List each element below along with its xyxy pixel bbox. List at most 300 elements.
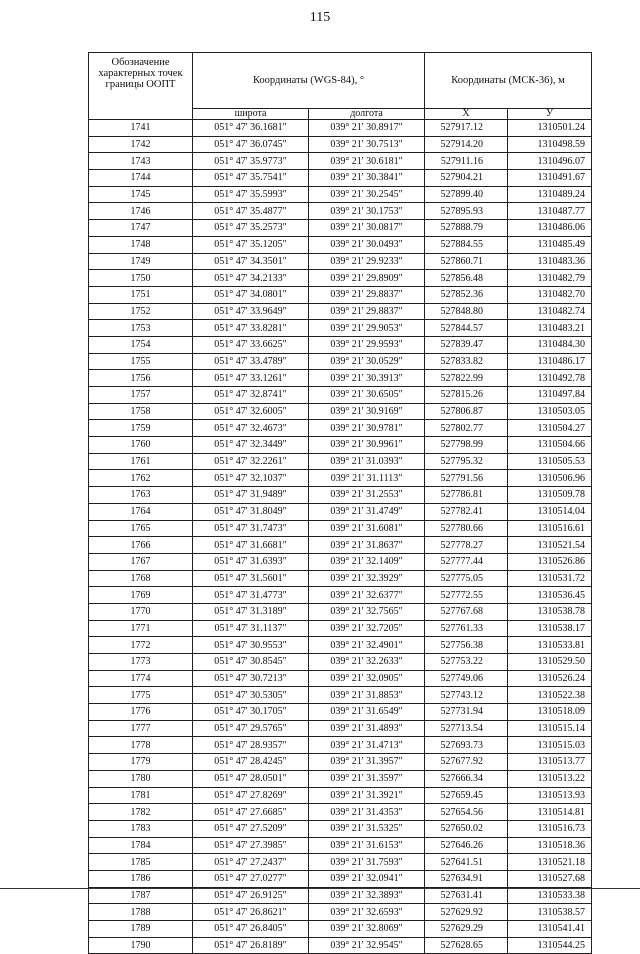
cell-point-number: 1750: [89, 270, 193, 287]
cell-point-number: 1786: [89, 870, 193, 887]
cell-point-number: 1752: [89, 303, 193, 320]
cell-x: 527634.91: [425, 870, 508, 887]
cell-y: 1310501.24: [508, 120, 592, 137]
cell-x: 527815.26: [425, 387, 508, 404]
cell-y: 1310522.38: [508, 687, 592, 704]
table-row: [89, 587, 592, 604]
cell-x: 527914.20: [425, 136, 508, 153]
table-row: [89, 820, 592, 837]
cell-longitude: 039° 21' 32.3893": [309, 887, 425, 904]
cell-point-number: 1783: [89, 820, 193, 837]
cell-latitude: 051° 47' 32.2261": [193, 453, 309, 470]
subheader-x: X: [425, 109, 508, 120]
cell-longitude: 039° 21' 31.1113": [309, 470, 425, 487]
cell-x: 527806.87: [425, 403, 508, 420]
cell-latitude: 051° 47' 26.9125": [193, 887, 309, 904]
table-row: [89, 937, 592, 954]
cell-point-number: 1742: [89, 136, 193, 153]
cell-point-number: 1789: [89, 921, 193, 938]
cell-point-number: 1763: [89, 487, 193, 504]
cell-longitude: 039° 21' 30.6181": [309, 153, 425, 170]
cell-latitude: 051° 47' 31.6681": [193, 537, 309, 554]
cell-y: 1310541.41: [508, 921, 592, 938]
coordinates-table: [88, 52, 592, 954]
cell-latitude: 051° 47' 27.8269": [193, 787, 309, 804]
cell-x: 527860.71: [425, 253, 508, 270]
cell-longitude: 039° 21' 32.1409": [309, 553, 425, 570]
cell-y: 1310486.17: [508, 353, 592, 370]
subheader-y: У: [508, 109, 592, 120]
cell-point-number: 1745: [89, 186, 193, 203]
cell-x: 527786.81: [425, 487, 508, 504]
cell-x: 527839.47: [425, 336, 508, 353]
table-row: [89, 336, 592, 353]
cell-y: 1310518.36: [508, 837, 592, 854]
cell-latitude: 051° 47' 31.8049": [193, 503, 309, 520]
cell-longitude: 039° 21' 30.3841": [309, 170, 425, 187]
cell-latitude: 051° 47' 31.6393": [193, 553, 309, 570]
cell-x: 527775.05: [425, 570, 508, 587]
table-row: [89, 837, 592, 854]
cell-point-number: 1747: [89, 220, 193, 237]
cell-longitude: 039° 21' 30.7513": [309, 136, 425, 153]
cell-longitude: 039° 21' 31.7593": [309, 854, 425, 871]
cell-longitude: 039° 21' 30.6505": [309, 387, 425, 404]
cell-y: 1310516.73: [508, 820, 592, 837]
table-row: [89, 704, 592, 721]
cell-longitude: 039° 21' 31.2553": [309, 487, 425, 504]
cell-y: 1310487.77: [508, 203, 592, 220]
cell-point-number: 1771: [89, 620, 193, 637]
cell-longitude: 039° 21' 31.6081": [309, 520, 425, 537]
cell-point-number: 1768: [89, 570, 193, 587]
cell-longitude: 039° 21' 30.9169": [309, 403, 425, 420]
cell-latitude: 051° 47' 30.5305": [193, 687, 309, 704]
table-row: [89, 370, 592, 387]
cell-latitude: 051° 47' 32.6005": [193, 403, 309, 420]
table-row: [89, 303, 592, 320]
table-row: [89, 437, 592, 454]
cell-point-number: 1781: [89, 787, 193, 804]
cell-longitude: 039° 21' 29.8837": [309, 303, 425, 320]
cell-latitude: 051° 47' 33.9649": [193, 303, 309, 320]
cell-latitude: 051° 47' 34.3501": [193, 253, 309, 270]
cell-longitude: 039° 21' 30.8917": [309, 120, 425, 137]
cell-longitude: 039° 21' 32.6593": [309, 904, 425, 921]
cell-longitude: 039° 21' 30.9961": [309, 437, 425, 454]
table-row: [89, 203, 592, 220]
cell-x: 527852.36: [425, 286, 508, 303]
cell-latitude: 051° 47' 32.4673": [193, 420, 309, 437]
cell-longitude: 039° 21' 29.9053": [309, 320, 425, 337]
header-msk36: Координаты (МСК-36), м: [425, 53, 592, 109]
cell-latitude: 051° 47' 30.7213": [193, 670, 309, 687]
table-row: [89, 921, 592, 938]
cell-x: 527654.56: [425, 804, 508, 821]
cell-longitude: 039° 21' 32.0905": [309, 670, 425, 687]
cell-longitude: 039° 21' 31.6549": [309, 704, 425, 721]
table-row: [89, 453, 592, 470]
table-row: [89, 804, 592, 821]
cell-longitude: 039° 21' 29.8837": [309, 286, 425, 303]
cell-x: 527782.41: [425, 503, 508, 520]
cell-y: 1310533.38: [508, 887, 592, 904]
cell-longitude: 039° 21' 32.9545": [309, 937, 425, 954]
cell-y: 1310482.70: [508, 286, 592, 303]
cell-latitude: 051° 47' 27.3985": [193, 837, 309, 854]
cell-y: 1310492.78: [508, 370, 592, 387]
cell-latitude: 051° 47' 35.4877": [193, 203, 309, 220]
table-row: [89, 236, 592, 253]
table-row: [89, 403, 592, 420]
cell-x: 527659.45: [425, 787, 508, 804]
cell-latitude: 051° 47' 35.7541": [193, 170, 309, 187]
cell-x: 527798.99: [425, 437, 508, 454]
cell-point-number: 1773: [89, 654, 193, 671]
subheader-latitude: широта: [193, 109, 309, 120]
cell-point-number: 1754: [89, 336, 193, 353]
cell-x: 527628.65: [425, 937, 508, 954]
table-row: [89, 720, 592, 737]
cell-longitude: 039° 21' 32.7205": [309, 620, 425, 637]
cell-point-number: 1790: [89, 937, 193, 954]
page-number: 115: [309, 10, 331, 25]
cell-longitude: 039° 21' 32.7565": [309, 603, 425, 620]
cell-point-number: 1762: [89, 470, 193, 487]
cell-longitude: 039° 21' 31.4353": [309, 804, 425, 821]
cell-y: 1310514.81: [508, 804, 592, 821]
subheader-longitude: долгота: [309, 109, 425, 120]
cell-point-number: 1779: [89, 754, 193, 771]
cell-y: 1310531.72: [508, 570, 592, 587]
cell-longitude: 039° 21' 30.0529": [309, 353, 425, 370]
cell-point-number: 1787: [89, 887, 193, 904]
cell-point-number: 1748: [89, 236, 193, 253]
cell-latitude: 051° 47' 31.3189": [193, 603, 309, 620]
cell-x: 527848.80: [425, 303, 508, 320]
cell-x: 527693.73: [425, 737, 508, 754]
cell-point-number: 1785: [89, 854, 193, 871]
cell-point-number: 1756: [89, 370, 193, 387]
cell-point-number: 1780: [89, 770, 193, 787]
cell-y: 1310538.57: [508, 904, 592, 921]
cell-y: 1310521.18: [508, 854, 592, 871]
cell-y: 1310521.54: [508, 537, 592, 554]
cell-y: 1310483.21: [508, 320, 592, 337]
cell-latitude: 051° 47' 32.8741": [193, 387, 309, 404]
table-row: [89, 870, 592, 887]
cell-longitude: 039° 21' 31.8853": [309, 687, 425, 704]
cell-latitude: 051° 47' 27.2437": [193, 854, 309, 871]
cell-point-number: 1776: [89, 704, 193, 721]
cell-latitude: 051° 47' 33.1261": [193, 370, 309, 387]
cell-y: 1310504.27: [508, 420, 592, 437]
cell-y: 1310504.66: [508, 437, 592, 454]
cell-y: 1310483.36: [508, 253, 592, 270]
cell-longitude: 039° 21' 31.5325": [309, 820, 425, 837]
cell-longitude: 039° 21' 31.3957": [309, 754, 425, 771]
cell-latitude: 051° 47' 28.4245": [193, 754, 309, 771]
table-row: [89, 487, 592, 504]
cell-x: 527629.92: [425, 904, 508, 921]
cell-point-number: 1761: [89, 453, 193, 470]
cell-y: 1310515.03: [508, 737, 592, 754]
cell-longitude: 039° 21' 31.4713": [309, 737, 425, 754]
table-row: [89, 754, 592, 771]
header-wgs84: Координаты (WGS-84), °: [193, 53, 425, 109]
cell-y: 1310544.25: [508, 937, 592, 954]
cell-x: 527753.22: [425, 654, 508, 671]
cell-x: 527904.21: [425, 170, 508, 187]
cell-latitude: 051° 47' 31.5601": [193, 570, 309, 587]
table-row: [89, 520, 592, 537]
cell-x: 527844.57: [425, 320, 508, 337]
cell-longitude: 039° 21' 32.0941": [309, 870, 425, 887]
cell-y: 1310497.84: [508, 387, 592, 404]
table-row: [89, 620, 592, 637]
cell-longitude: 039° 21' 31.0393": [309, 453, 425, 470]
cell-y: 1310514.04: [508, 503, 592, 520]
cell-latitude: 051° 47' 34.2133": [193, 270, 309, 287]
cell-x: 527791.56: [425, 470, 508, 487]
cell-x: 527772.55: [425, 587, 508, 604]
cell-x: 527822.99: [425, 370, 508, 387]
cell-latitude: 051° 47' 31.1137": [193, 620, 309, 637]
table-row: [89, 770, 592, 787]
cell-latitude: 051° 47' 27.6685": [193, 804, 309, 821]
cell-point-number: 1778: [89, 737, 193, 754]
table-row: [89, 253, 592, 270]
table-row: [89, 904, 592, 921]
table-row: [89, 603, 592, 620]
table-row: [89, 320, 592, 337]
cell-latitude: 051° 47' 33.8281": [193, 320, 309, 337]
cell-latitude: 051° 47' 33.4789": [193, 353, 309, 370]
cell-y: 1310513.77: [508, 754, 592, 771]
cell-longitude: 039° 21' 32.4901": [309, 637, 425, 654]
cell-x: 527780.66: [425, 520, 508, 537]
cell-point-number: 1766: [89, 537, 193, 554]
cell-y: 1310485.49: [508, 236, 592, 253]
table-row: [89, 353, 592, 370]
table-row: [89, 286, 592, 303]
cell-latitude: 051° 47' 28.0501": [193, 770, 309, 787]
cell-y: 1310526.86: [508, 553, 592, 570]
cell-latitude: 051° 47' 26.8621": [193, 904, 309, 921]
cell-point-number: 1772: [89, 637, 193, 654]
cell-latitude: 051° 47' 35.9773": [193, 153, 309, 170]
table-row: [89, 270, 592, 287]
cell-x: 527899.40: [425, 186, 508, 203]
table-row: [89, 170, 592, 187]
cell-y: 1310538.17: [508, 620, 592, 637]
cell-point-number: 1758: [89, 403, 193, 420]
cell-x: 527743.12: [425, 687, 508, 704]
table-row: [89, 654, 592, 671]
cell-point-number: 1746: [89, 203, 193, 220]
cell-latitude: 051° 47' 33.6625": [193, 336, 309, 353]
cell-longitude: 039° 21' 32.3929": [309, 570, 425, 587]
cell-x: 527761.33: [425, 620, 508, 637]
cell-longitude: 039° 21' 29.8909": [309, 270, 425, 287]
cell-latitude: 051° 47' 35.1205": [193, 236, 309, 253]
table-row: [89, 887, 592, 904]
table-row: [89, 687, 592, 704]
table-row: [89, 186, 592, 203]
cell-longitude: 039° 21' 30.3913": [309, 370, 425, 387]
cell-y: 1310518.09: [508, 704, 592, 721]
cell-longitude: 039° 21' 31.6153": [309, 837, 425, 854]
footer-divider: [0, 888, 640, 889]
cell-x: 527884.55: [425, 236, 508, 253]
cell-y: 1310509.78: [508, 487, 592, 504]
cell-y: 1310516.61: [508, 520, 592, 537]
cell-y: 1310498.59: [508, 136, 592, 153]
cell-y: 1310515.14: [508, 720, 592, 737]
cell-x: 527646.26: [425, 837, 508, 854]
cell-point-number: 1788: [89, 904, 193, 921]
cell-longitude: 039° 21' 29.9593": [309, 336, 425, 353]
cell-x: 527713.54: [425, 720, 508, 737]
cell-x: 527631.41: [425, 887, 508, 904]
cell-point-number: 1764: [89, 503, 193, 520]
table-row: [89, 787, 592, 804]
cell-x: 527731.94: [425, 704, 508, 721]
cell-latitude: 051° 47' 32.3449": [193, 437, 309, 454]
cell-x: 527795.32: [425, 453, 508, 470]
cell-y: 1310503.05: [508, 403, 592, 420]
cell-x: 527756.38: [425, 637, 508, 654]
cell-point-number: 1775: [89, 687, 193, 704]
cell-x: 527777.44: [425, 553, 508, 570]
cell-x: 527767.68: [425, 603, 508, 620]
cell-longitude: 039° 21' 32.2633": [309, 654, 425, 671]
cell-x: 527677.92: [425, 754, 508, 771]
cell-y: 1310486.06: [508, 220, 592, 237]
cell-point-number: 1777: [89, 720, 193, 737]
cell-longitude: 039° 21' 30.0493": [309, 236, 425, 253]
cell-x: 527650.02: [425, 820, 508, 837]
cell-y: 1310513.93: [508, 787, 592, 804]
cell-point-number: 1741: [89, 120, 193, 137]
cell-latitude: 051° 47' 34.0801": [193, 286, 309, 303]
cell-longitude: 039° 21' 31.4749": [309, 503, 425, 520]
cell-point-number: 1744: [89, 170, 193, 187]
table-row: [89, 220, 592, 237]
cell-point-number: 1755: [89, 353, 193, 370]
table-row: [89, 120, 592, 137]
table-row: [89, 153, 592, 170]
cell-longitude: 039° 21' 32.8069": [309, 921, 425, 938]
cell-point-number: 1759: [89, 420, 193, 437]
cell-latitude: 051° 47' 31.9489": [193, 487, 309, 504]
cell-point-number: 1782: [89, 804, 193, 821]
table-row: [89, 854, 592, 871]
table-row: [89, 537, 592, 554]
cell-point-number: 1749: [89, 253, 193, 270]
cell-y: 1310505.53: [508, 453, 592, 470]
cell-latitude: 051° 47' 36.1681": [193, 120, 309, 137]
cell-latitude: 051° 47' 26.8189": [193, 937, 309, 954]
cell-y: 1310536.45: [508, 587, 592, 604]
cell-latitude: 051° 47' 28.9357": [193, 737, 309, 754]
cell-latitude: 051° 47' 30.9553": [193, 637, 309, 654]
cell-longitude: 039° 21' 31.8637": [309, 537, 425, 554]
cell-latitude: 051° 47' 30.8545": [193, 654, 309, 671]
table-row: [89, 470, 592, 487]
cell-y: 1310513.22: [508, 770, 592, 787]
cell-latitude: 051° 47' 35.5993": [193, 186, 309, 203]
cell-x: 527888.79: [425, 220, 508, 237]
cell-point-number: 1765: [89, 520, 193, 537]
cell-latitude: 051° 47' 27.0277": [193, 870, 309, 887]
table-row: [89, 136, 592, 153]
cell-x: 527917.12: [425, 120, 508, 137]
cell-y: 1310482.79: [508, 270, 592, 287]
table-row: [89, 637, 592, 654]
cell-x: 527895.93: [425, 203, 508, 220]
cell-longitude: 039° 21' 30.2545": [309, 186, 425, 203]
cell-point-number: 1743: [89, 153, 193, 170]
cell-y: 1310484.30: [508, 336, 592, 353]
table-row: [89, 570, 592, 587]
cell-point-number: 1784: [89, 837, 193, 854]
cell-x: 527666.34: [425, 770, 508, 787]
header-point-designation: Обозначение характерных точек границы ООПТ: [89, 53, 193, 120]
cell-x: 527856.48: [425, 270, 508, 287]
cell-longitude: 039° 21' 31.3921": [309, 787, 425, 804]
table-row: [89, 503, 592, 520]
table-row: [89, 553, 592, 570]
cell-point-number: 1757: [89, 387, 193, 404]
cell-latitude: 051° 47' 31.7473": [193, 520, 309, 537]
cell-latitude: 051° 47' 31.4773": [193, 587, 309, 604]
table-row: [89, 670, 592, 687]
cell-y: 1310496.07: [508, 153, 592, 170]
cell-point-number: 1769: [89, 587, 193, 604]
cell-y: 1310527.68: [508, 870, 592, 887]
cell-y: 1310489.24: [508, 186, 592, 203]
cell-latitude: 051° 47' 36.0745": [193, 136, 309, 153]
cell-point-number: 1760: [89, 437, 193, 454]
cell-point-number: 1767: [89, 553, 193, 570]
cell-y: 1310533.81: [508, 637, 592, 654]
cell-longitude: 039° 21' 31.4893": [309, 720, 425, 737]
cell-latitude: 051° 47' 29.5765": [193, 720, 309, 737]
cell-latitude: 051° 47' 30.1705": [193, 704, 309, 721]
cell-point-number: 1774: [89, 670, 193, 687]
table-row: [89, 420, 592, 437]
cell-x: 527833.82: [425, 353, 508, 370]
cell-latitude: 051° 47' 32.1037": [193, 470, 309, 487]
table-row: [89, 387, 592, 404]
cell-point-number: 1753: [89, 320, 193, 337]
cell-y: 1310506.96: [508, 470, 592, 487]
cell-longitude: 039° 21' 32.6377": [309, 587, 425, 604]
cell-y: 1310538.78: [508, 603, 592, 620]
cell-x: 527911.16: [425, 153, 508, 170]
cell-y: 1310526.24: [508, 670, 592, 687]
cell-x: 527778.27: [425, 537, 508, 554]
cell-x: 527641.51: [425, 854, 508, 871]
cell-point-number: 1770: [89, 603, 193, 620]
table-row: [89, 737, 592, 754]
cell-point-number: 1751: [89, 286, 193, 303]
table-body: [89, 120, 592, 954]
cell-y: 1310529.50: [508, 654, 592, 671]
cell-longitude: 039° 21' 30.9781": [309, 420, 425, 437]
cell-x: 527629.29: [425, 921, 508, 938]
